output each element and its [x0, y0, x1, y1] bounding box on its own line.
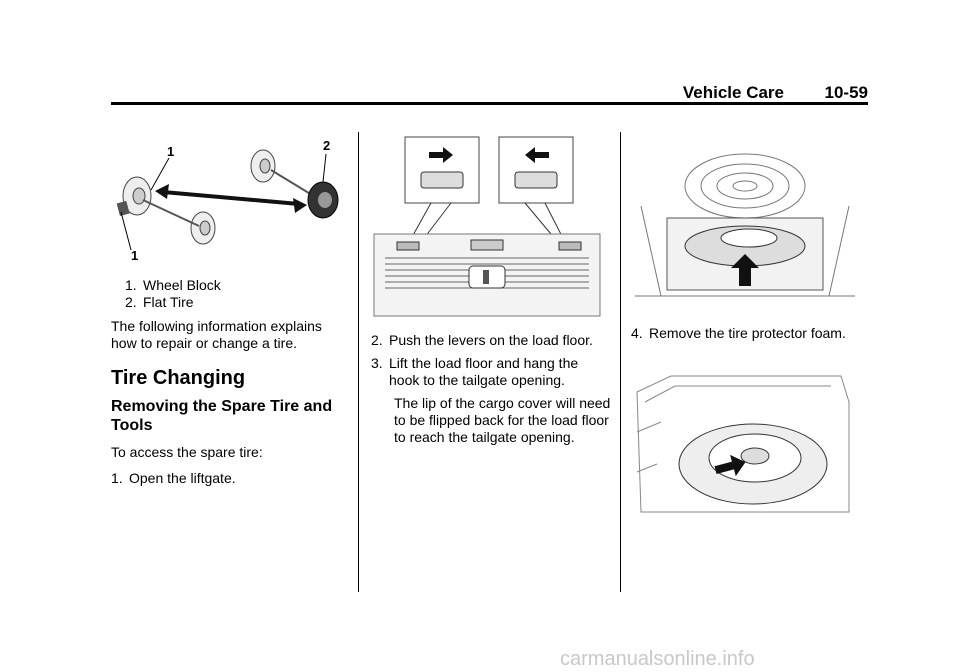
- list-item: 4. Remove the tire protector foam.: [631, 325, 846, 341]
- list-item: 1. Open the liftgate.: [111, 470, 236, 486]
- access-text: To access the spare tire:: [111, 444, 263, 460]
- steps-list-3: [631, 325, 863, 342]
- steps-list-1: [111, 470, 351, 487]
- intro-paragraph: The following information explains how to repair or change a tire.: [111, 318, 322, 351]
- column-3: [631, 146, 863, 522]
- callout-1-top: 1: [167, 144, 175, 159]
- column-1: [111, 140, 351, 487]
- legend-item: 2. Flat Tire: [125, 294, 194, 310]
- section-title: Vehicle Care: [682, 83, 784, 102]
- callout-2: 2: [323, 140, 331, 153]
- steps-list-2: [371, 332, 611, 389]
- load-floor-levers-illustration: [371, 134, 603, 318]
- page-header: [111, 83, 868, 103]
- list-item: 3. Lift the load floor and hang the hook to the tailgate opening.: [371, 355, 579, 388]
- heading-tire-changing: Tire Changing: [111, 367, 246, 389]
- heading-removing-spare: Removing the Spare Tire and Tools: [111, 398, 333, 434]
- legend-item: 1. Wheel Block: [125, 277, 221, 293]
- list-item: 2. Push the levers on the load floor.: [371, 332, 593, 348]
- column-2: [371, 134, 611, 446]
- watermark-text: carmanualsonline.info: [560, 648, 755, 670]
- tire-protector-foam-illustration: [631, 146, 859, 306]
- page-number: 10-59: [824, 83, 868, 102]
- wheel-block-illustration: [111, 140, 349, 265]
- step-3-note: The lip of the cargo cover will need to be flipped back for the load floor to reach the tailgate opening.: [394, 395, 611, 445]
- column-divider-1: [358, 132, 359, 592]
- figure-legend: [125, 277, 351, 311]
- column-divider-2: [620, 132, 621, 592]
- header-rule: [111, 102, 868, 105]
- callout-1-bottom: 1: [131, 248, 139, 263]
- spare-tire-illustration: [631, 372, 853, 522]
